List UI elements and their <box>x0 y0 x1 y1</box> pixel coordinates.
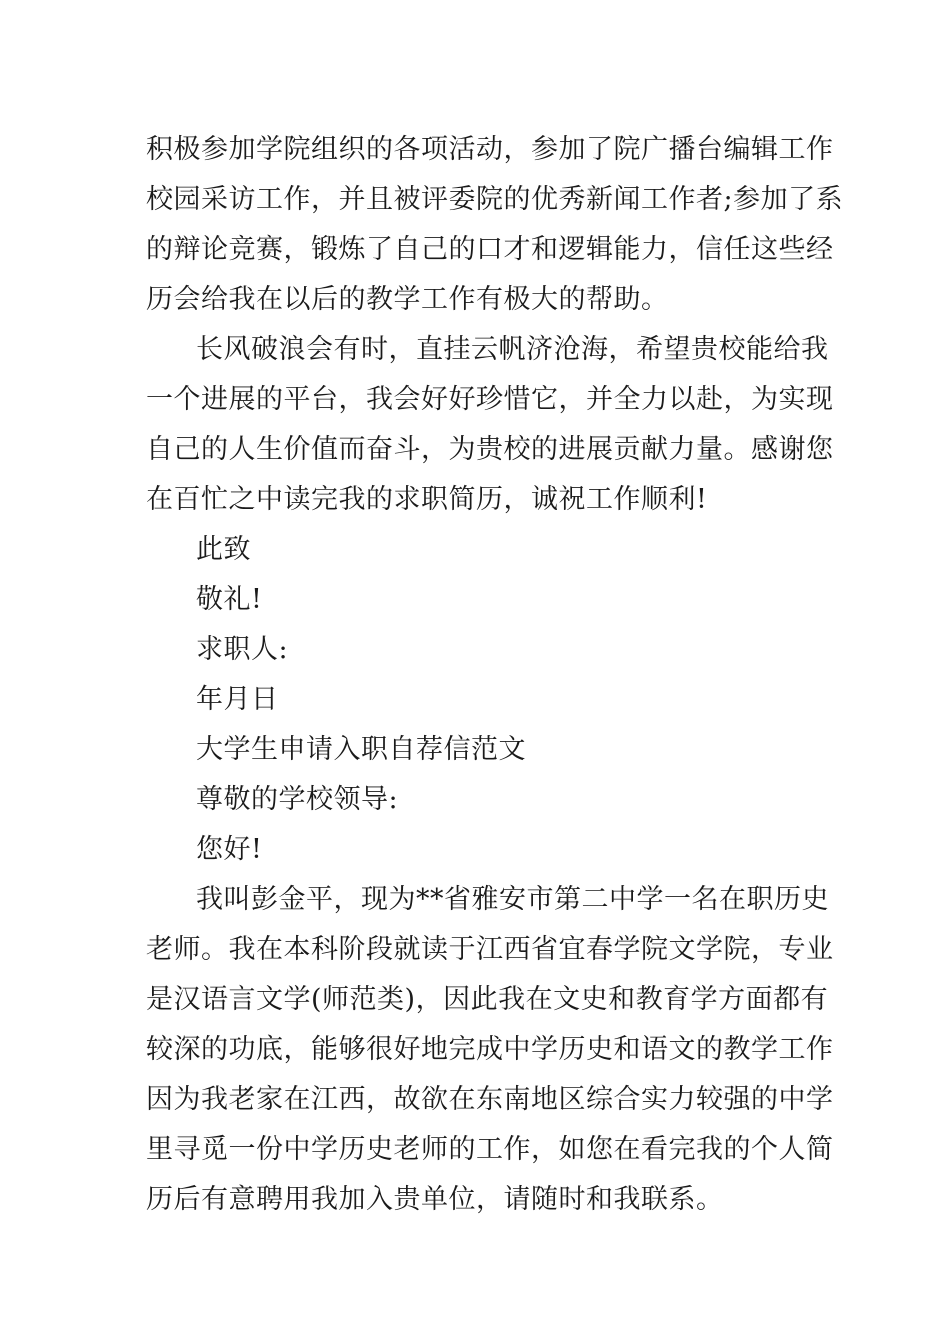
paragraph-line: 积极参加学院组织的各项活动，参加了院广播台编辑工作 <box>146 134 834 165</box>
section-title: 大学生申请入职自荐信范文 <box>196 734 526 765</box>
paragraph-line: 在百忙之中读完我的求职简历，诚祝工作顺利! <box>146 484 708 515</box>
paragraph-line: 因为我老家在江西，故欲在东南地区综合实力较强的中学 <box>146 1084 834 1115</box>
signature-label: 求职人: <box>196 634 289 665</box>
paragraph-line: 里寻觅一份中学历史老师的工作，如您在看完我的个人简 <box>146 1134 834 1165</box>
paragraph-line: 自己的人生价值而奋斗，为贵校的进展贡献力量。感谢您 <box>146 434 834 465</box>
date-label: 年月日 <box>196 684 279 715</box>
paragraph-line: 是汉语言文学(师范类)，因此我在文史和教育学方面都有 <box>146 984 829 1015</box>
paragraph-line: 的辩论竞赛，锻炼了自己的口才和逻辑能力，信任这些经 <box>146 234 834 265</box>
salutation: 尊敬的学校领导: <box>196 784 399 815</box>
paragraph-line: 我叫彭金平，现为**省雅安市第二中学一名在职历史 <box>196 884 829 915</box>
paragraph-line: 长风破浪会有时，直挂云帆济沧海，希望贵校能给我 <box>196 334 829 365</box>
paragraph-line: 历后有意聘用我加入贵单位，请随时和我联系。 <box>146 1184 724 1215</box>
paragraph-line: 历会给我在以后的教学工作有极大的帮助。 <box>146 284 669 315</box>
paragraph-line: 老师。我在本科阶段就读于江西省宜春学院文学院，专业 <box>146 934 834 965</box>
paragraph-line: 一个进展的平台，我会好好珍惜它，并全力以赴，为实现 <box>146 384 834 415</box>
paragraph-line: 较深的功底，能够很好地完成中学历史和语文的教学工作 <box>146 1034 834 1065</box>
paragraph-line: 校园采访工作，并且被评委院的优秀新闻工作者;参加了系 <box>146 184 844 215</box>
greeting: 您好! <box>196 834 263 865</box>
closing-line: 敬礼! <box>196 584 263 615</box>
closing-line: 此致 <box>196 534 251 565</box>
